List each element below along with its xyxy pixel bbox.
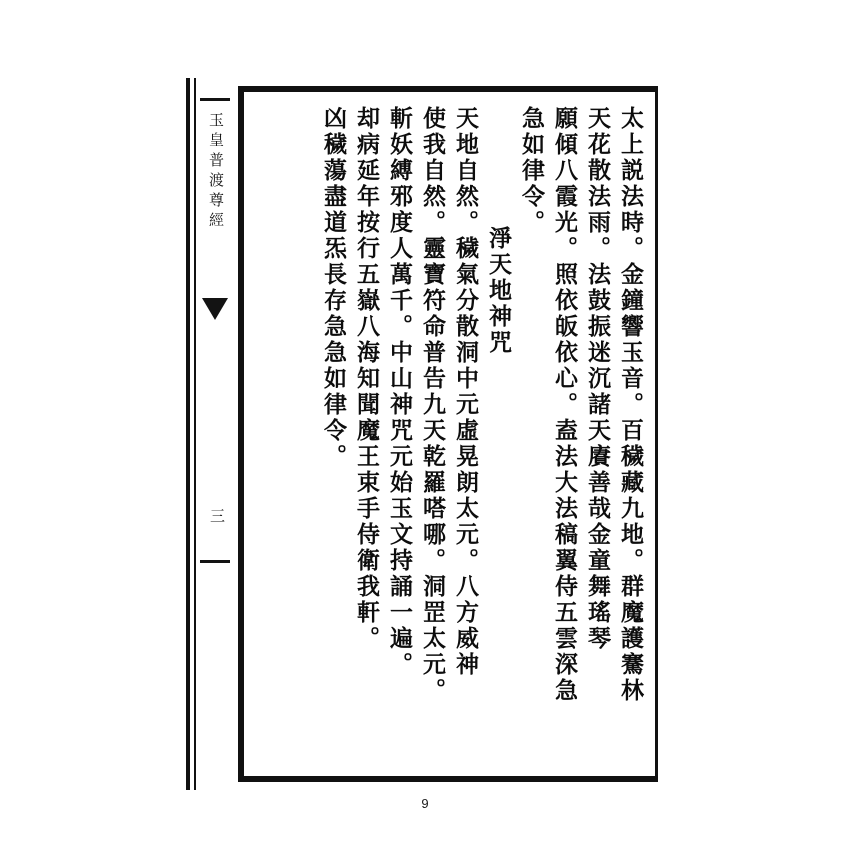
banner-page-number: 三 bbox=[208, 508, 226, 523]
text-column: 天花散法雨。法鼓振迷沉諸天賡善哉金童舞瑤琴 bbox=[584, 106, 611, 652]
banner-column bbox=[198, 98, 234, 768]
text-column: 凶穢蕩盡道炁長存急急如律令。 bbox=[320, 106, 347, 470]
scanned-page-block bbox=[186, 78, 664, 811]
banner-rule-top bbox=[200, 98, 230, 101]
section-heading-column: 淨天地神咒 bbox=[485, 226, 512, 356]
text-column: 急如律令。 bbox=[518, 106, 545, 236]
page-edge-rule-outer bbox=[186, 78, 190, 790]
book-title: 玉皇普渡尊經 bbox=[207, 112, 225, 232]
text-body bbox=[244, 92, 655, 776]
folio-number: 9 bbox=[421, 796, 429, 811]
text-column: 使我自然。靈寶符命普告九天乾羅嗒哪。洞罡太元。 bbox=[419, 106, 446, 704]
fish-tail-icon bbox=[202, 298, 228, 320]
banner-rule-mid bbox=[200, 560, 230, 563]
text-column: 天地自然。穢氣分散洞中元虛晃朗太元。八方威神 bbox=[452, 106, 479, 678]
text-column: 却病延年按行五嶽八海知聞魔王束手侍衛我軒。 bbox=[353, 106, 380, 652]
text-column: 太上説法時。金鐘響玉音。百穢藏九地。群魔護騫林 bbox=[617, 106, 644, 704]
text-frame bbox=[238, 86, 658, 782]
page-edge-rule-inner bbox=[194, 78, 196, 790]
text-column: 斬妖縛邪度人萬千。中山神咒元始玉文持誦一遍。 bbox=[386, 106, 413, 678]
text-column: 願傾八霞光。照依皈依心。盍法大法稿翼侍五雲深急 bbox=[551, 106, 578, 704]
